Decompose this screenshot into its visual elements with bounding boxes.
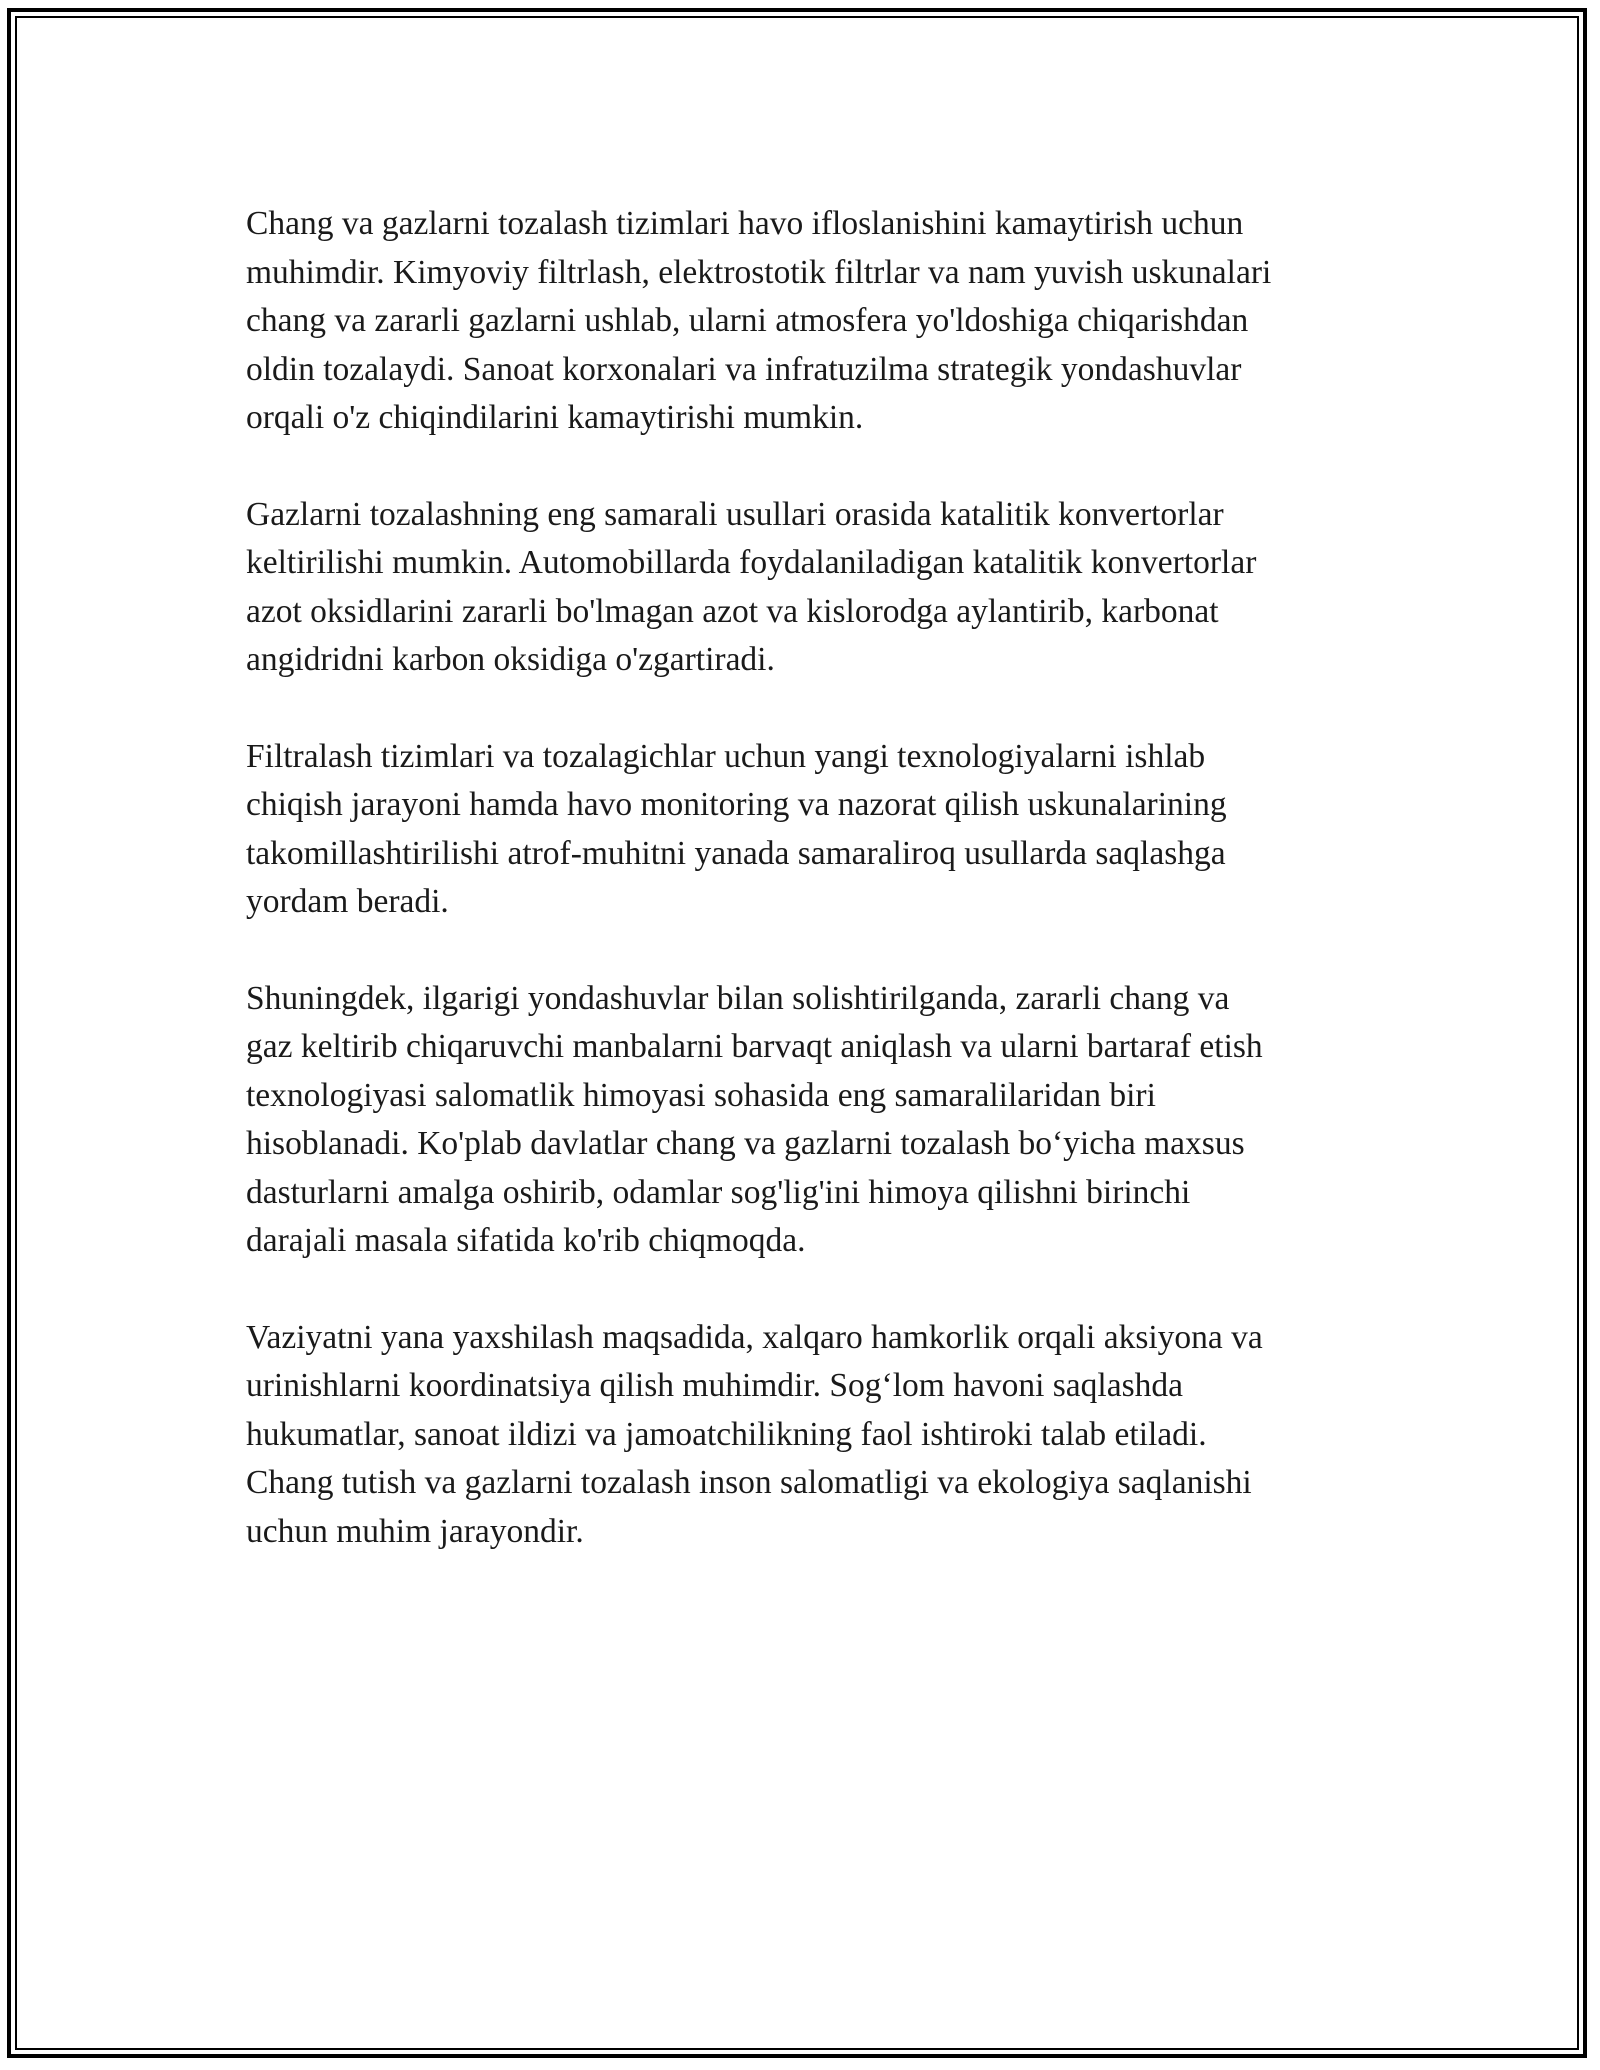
page-frame: [7, 8, 1587, 2058]
document-body: [246, 200, 1386, 1604]
paragraph-1: [246, 200, 1386, 443]
paragraph-line: texnologiyasi salomatlik himoyasi sohasida eng samaralilaridan biri: [246, 1076, 1156, 1114]
paragraph-line: oldin tozalaydi. Sanoat korxonalari va infratuzilma strategik yondashuvlar: [246, 350, 1242, 388]
paragraph-line: darajali masala sifatida ko'rib chiqmoqda.: [246, 1222, 806, 1259]
paragraph-line: Filtralash tizimlari va tozalagichlar uchun yangi texnologiyalarni ishlab: [246, 737, 1206, 775]
paragraph-line: takomillashtirilishi atrof-muhitni yanada samaraliroq usullarda saqlashga: [246, 834, 1226, 872]
paragraph-line: Shuningdek, ilgarigi yondashuvlar bilan solishtirilganda, zararli chang va: [246, 979, 1230, 1017]
paragraph-line: Gazlarni tozalashning eng samarali usullari orasida katalitik konvertorlar: [246, 495, 1224, 533]
paragraph-line: Vaziyatni yana yaxshilash maqsadida, xalqaro hamkorlik orqali aksiyona va: [246, 1318, 1263, 1356]
paragraph-line: gaz keltirib chiqaruvchi manbalarni barvaqt aniqlash va ularni bartaraf etish: [246, 1028, 1263, 1065]
paragraph-line: Chang va gazlarni tozalash tizimlari havo ifloslanishini kamaytirish uchun: [246, 205, 1244, 242]
paragraph-5: [246, 1314, 1386, 1557]
paragraph-2: [246, 491, 1386, 685]
paragraph-line: azot oksidlarini zararli bo'lmagan azot va kislorodga aylantirib, karbonat: [246, 592, 1219, 630]
paragraph-4: [246, 975, 1386, 1266]
paragraph-line: angidridni karbon oksidiga o'zgartiradi.: [246, 641, 775, 678]
paragraph-line: chiqish jarayoni hamda havo monitoring va nazorat qilish uskunalarining: [246, 786, 1227, 823]
paragraph-line: urinishlarni koordinatsiya qilish muhimdir. Sog‘lom havoni saqlashda: [246, 1367, 1183, 1404]
paragraph-line: orqali o'z chiqindilarini kamaytirishi mumkin.: [246, 399, 864, 436]
paragraph-line: yordam beradi.: [246, 883, 449, 920]
paragraph-line: uchun muhim jarayondir.: [246, 1512, 584, 1550]
paragraph-line: hukumatlar, sanoat ildizi va jamoatchilikning faol ishtiroki talab etiladi.: [246, 1415, 1207, 1453]
paragraph-3: [246, 733, 1386, 927]
paragraph-line: chang va zararli gazlarni ushlab, ularni atmosfera yo'ldoshiga chiqarishdan: [246, 302, 1249, 339]
paragraph-line: Chang tutish va gazlarni tozalash inson salomatligi va ekologiya saqlanishi: [246, 1464, 1252, 1501]
paragraph-line: dasturlarni amalga oshirib, odamlar sog'lig'ini himoya qilishni birinchi: [246, 1173, 1191, 1211]
paragraph-line: muhimdir. Kimyoviy filtrlash, elektrostotik filtrlar va nam yuvish uskunalari: [246, 253, 1272, 291]
paragraph-line: hisoblanadi. Ko'plab davlatlar chang va gazlarni tozalash bo‘yicha maxsus: [246, 1125, 1245, 1162]
paragraph-line: keltirilishi mumkin. Automobillarda foydalaniladigan katalitik konvertorlar: [246, 544, 1257, 581]
